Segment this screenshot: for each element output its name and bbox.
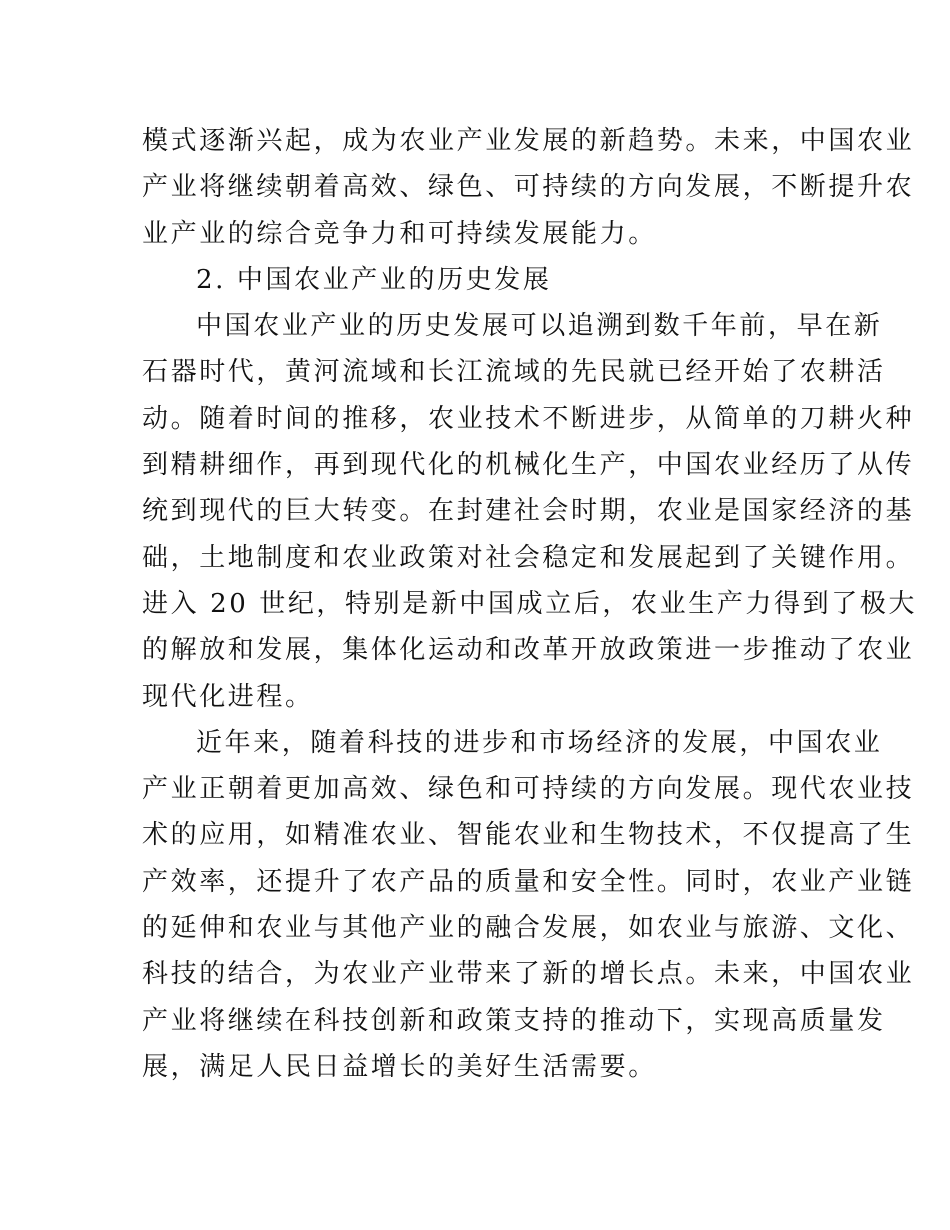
- section-heading: 2. 中国农业产业的历史发展: [196, 264, 552, 295]
- text-line: 产业将继续在科技创新和政策支持的推动下，实现高质量发: [142, 1005, 886, 1036]
- text-line: 产业将继续朝着高效、绿色、可持续的方向发展，不断提升农: [142, 172, 915, 203]
- text-line: 的解放和发展，集体化运动和改革开放政策进一步推动了农业: [142, 635, 915, 666]
- text-line: 中国农业产业的历史发展可以追溯到数千年前，早在新: [196, 311, 883, 342]
- document-body: [142, 118, 918, 1090]
- paragraph-continued: [142, 118, 915, 257]
- text-line: 石器时代，黄河流域和长江流域的先民就已经开始了农耕活: [142, 357, 886, 388]
- text-line: 产效率，还提升了农产品的质量和安全性。同时，农业产业链: [142, 866, 915, 897]
- paragraph-recent: [142, 720, 915, 1090]
- text-line: 产业正朝着更加高效、绿色和可持续的方向发展。现代农业技: [142, 774, 915, 805]
- text-line: 到精耕细作，再到现代化的机械化生产，中国农业经历了从传: [142, 450, 915, 481]
- text-line: 术的应用，如精准农业、智能农业和生物技术，不仅提高了生: [142, 820, 915, 851]
- text-line: 科技的结合，为农业产业带来了新的增长点。未来，中国农业: [142, 959, 915, 990]
- paragraph-history: [142, 303, 918, 720]
- text-line: 近年来，随着科技的进步和市场经济的发展，中国农业: [196, 727, 883, 758]
- text-line: 现代化进程。: [142, 681, 314, 712]
- text-line: 统到现代的巨大转变。在封建社会时期，农业是国家经济的基: [142, 496, 915, 527]
- text-line: 进入 20 世纪，特别是新中国成立后，农业生产力得到了极大: [142, 588, 918, 619]
- text-line: 模式逐渐兴起，成为农业产业发展的新趋势。未来，中国农业: [142, 126, 915, 156]
- text-line: 展，满足人民日益增长的美好生活需要。: [142, 1051, 657, 1082]
- text-line: 础，土地制度和农业政策对社会稳定和发展起到了关键作用。: [142, 542, 915, 573]
- text-line: 的延伸和农业与其他产业的融合发展，如农业与旅游、文化、: [142, 913, 915, 944]
- text-line: 动。随着时间的推移，农业技术不断进步，从简单的刀耕火种: [142, 403, 915, 434]
- text-line: 业产业的综合竞争力和可持续发展能力。: [142, 218, 657, 249]
